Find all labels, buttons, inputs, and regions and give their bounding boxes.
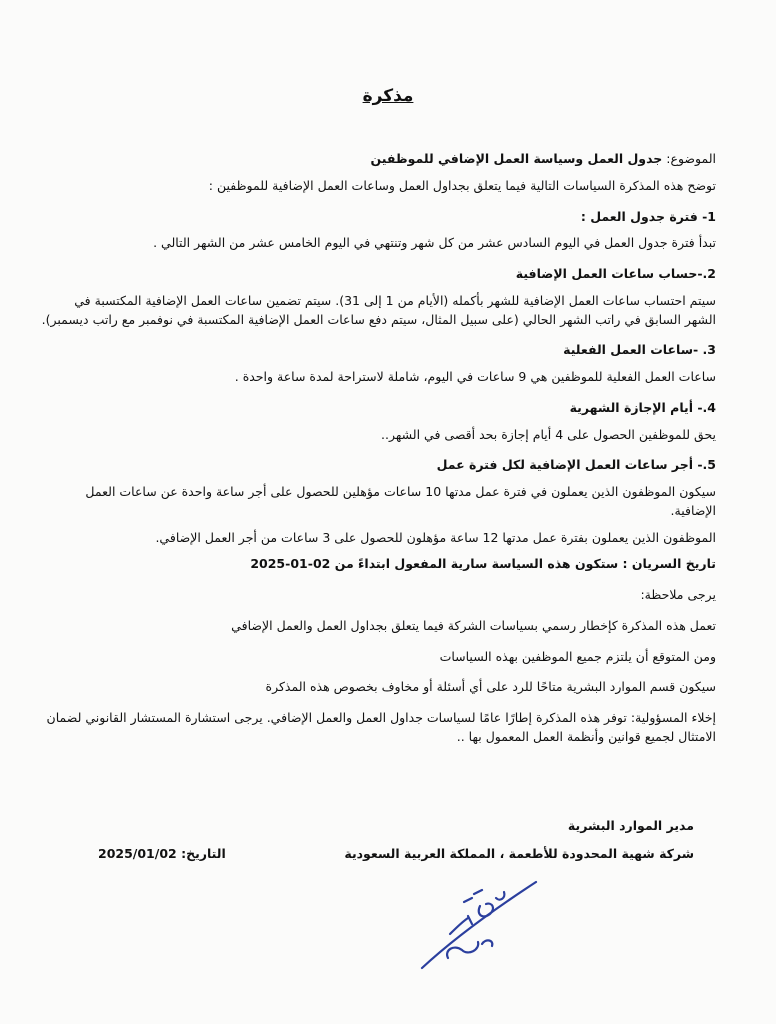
note-label: يرجى ملاحظة: bbox=[640, 587, 716, 602]
section-5-extra: الموظفون الذين يعملون بفترة عمل مدتها 12 ساعة مؤهلون للحصول على 3 ساعات من أجر العمل الإضافي. bbox=[155, 529, 716, 545]
subject-text: جدول العمل وسياسة العمل الإضافي للموظفين bbox=[370, 151, 663, 166]
note-1: تعمل هذه المذكرة كإخطار رسمي بسياسات الشركة فيما يتعلق بجداول العمل والعمل الإضافي bbox=[231, 617, 716, 633]
date-value: 2025/01/02 bbox=[98, 846, 177, 861]
note-2: ومن المتوقع أن يلتزم جميع الموظفين بهذه السياسات bbox=[439, 648, 716, 664]
signer-title: مدير الموارد البشرية bbox=[567, 818, 694, 833]
section-2-body: سيتم احتساب ساعات العمل الإضافية للشهر بأكمله (الأيام من 1 إلى 31). سيتم تضمين ساعات العمل الإضافية المكتسبة في الشهر السابق في راتب الشهر الحالي (على سبيل المثال، سيتم دفع ساعات العمل الإضافية المكتسبة في نوفمبر مع راتب ديسمبر). bbox=[41, 292, 716, 327]
section-1-body: تبدأ فترة جدول العمل في اليوم السادس عشر من كل شهر وتنتهي في اليوم الخامس عشر من الشهر التالي . bbox=[153, 235, 716, 251]
note-3: سيكون قسم الموارد البشرية متاحًا للرد على أي أسئلة أو مخاوف بخصوص هذه المذكرة bbox=[265, 679, 716, 695]
subject-line bbox=[40, 150, 716, 169]
company-name: شركة شهية المحدودة للأطعمة ، المملكة العربية السعودية bbox=[344, 846, 694, 861]
effective-date: تاريخ السريان : ستكون هذه السياسة سارية المفعول ابتداءً من 02-01-2025 bbox=[250, 556, 716, 572]
section-4-heading: 4.- أيام الإجازة الشهرية bbox=[569, 399, 716, 415]
signature-strokes bbox=[422, 882, 536, 968]
memo-body bbox=[40, 150, 716, 747]
section-3-heading: 3. -ساعات العمل الفعلية bbox=[563, 342, 716, 358]
disclaimer: إخلاء المسؤولية: توفر هذه المذكرة إطارًا عامًا لسياسات جداول العمل والعمل الإضافي. يرجى استشارة المستشار القانوني لضمان الامتثال لجميع قوانين وأنظمة العمل المعمول بها .. bbox=[46, 710, 716, 744]
section-2-heading: 2.-حساب ساعات العمل الإضافية bbox=[515, 266, 716, 281]
date-label: التاريخ: bbox=[176, 846, 226, 861]
handwritten-signature bbox=[410, 872, 550, 982]
section-5-heading: 5.- أجر ساعات العمل الإضافية لكل فترة عمل bbox=[436, 457, 716, 473]
memo-title: مذكرة bbox=[362, 86, 414, 106]
section-4-body: يحق للموظفين الحصول على 4 أيام إجازة بحد أقصى في الشهر.. bbox=[381, 426, 716, 442]
intro-text: توضح هذه المذكرة السياسات التالية فيما يتعلق بجداول العمل وساعات العمل الإضافية للموظفين : bbox=[208, 177, 716, 193]
section-5-body: سيكون الموظفون الذين يعملون في فترة عمل مدتها 10 ساعات مؤهلين للحصول على أجر ساعة واحدة عن ساعات العمل الإضافية. bbox=[85, 484, 716, 518]
subject-label: الموضوع: bbox=[662, 151, 716, 166]
memo-date bbox=[98, 846, 226, 861]
section-3-body: ساعات العمل الفعلية للموظفين هي 9 ساعات في اليوم، شاملة لاستراحة لمدة ساعة واحدة . bbox=[234, 369, 716, 384]
section-1-heading: 1- فترة جدول العمل : bbox=[580, 208, 716, 224]
